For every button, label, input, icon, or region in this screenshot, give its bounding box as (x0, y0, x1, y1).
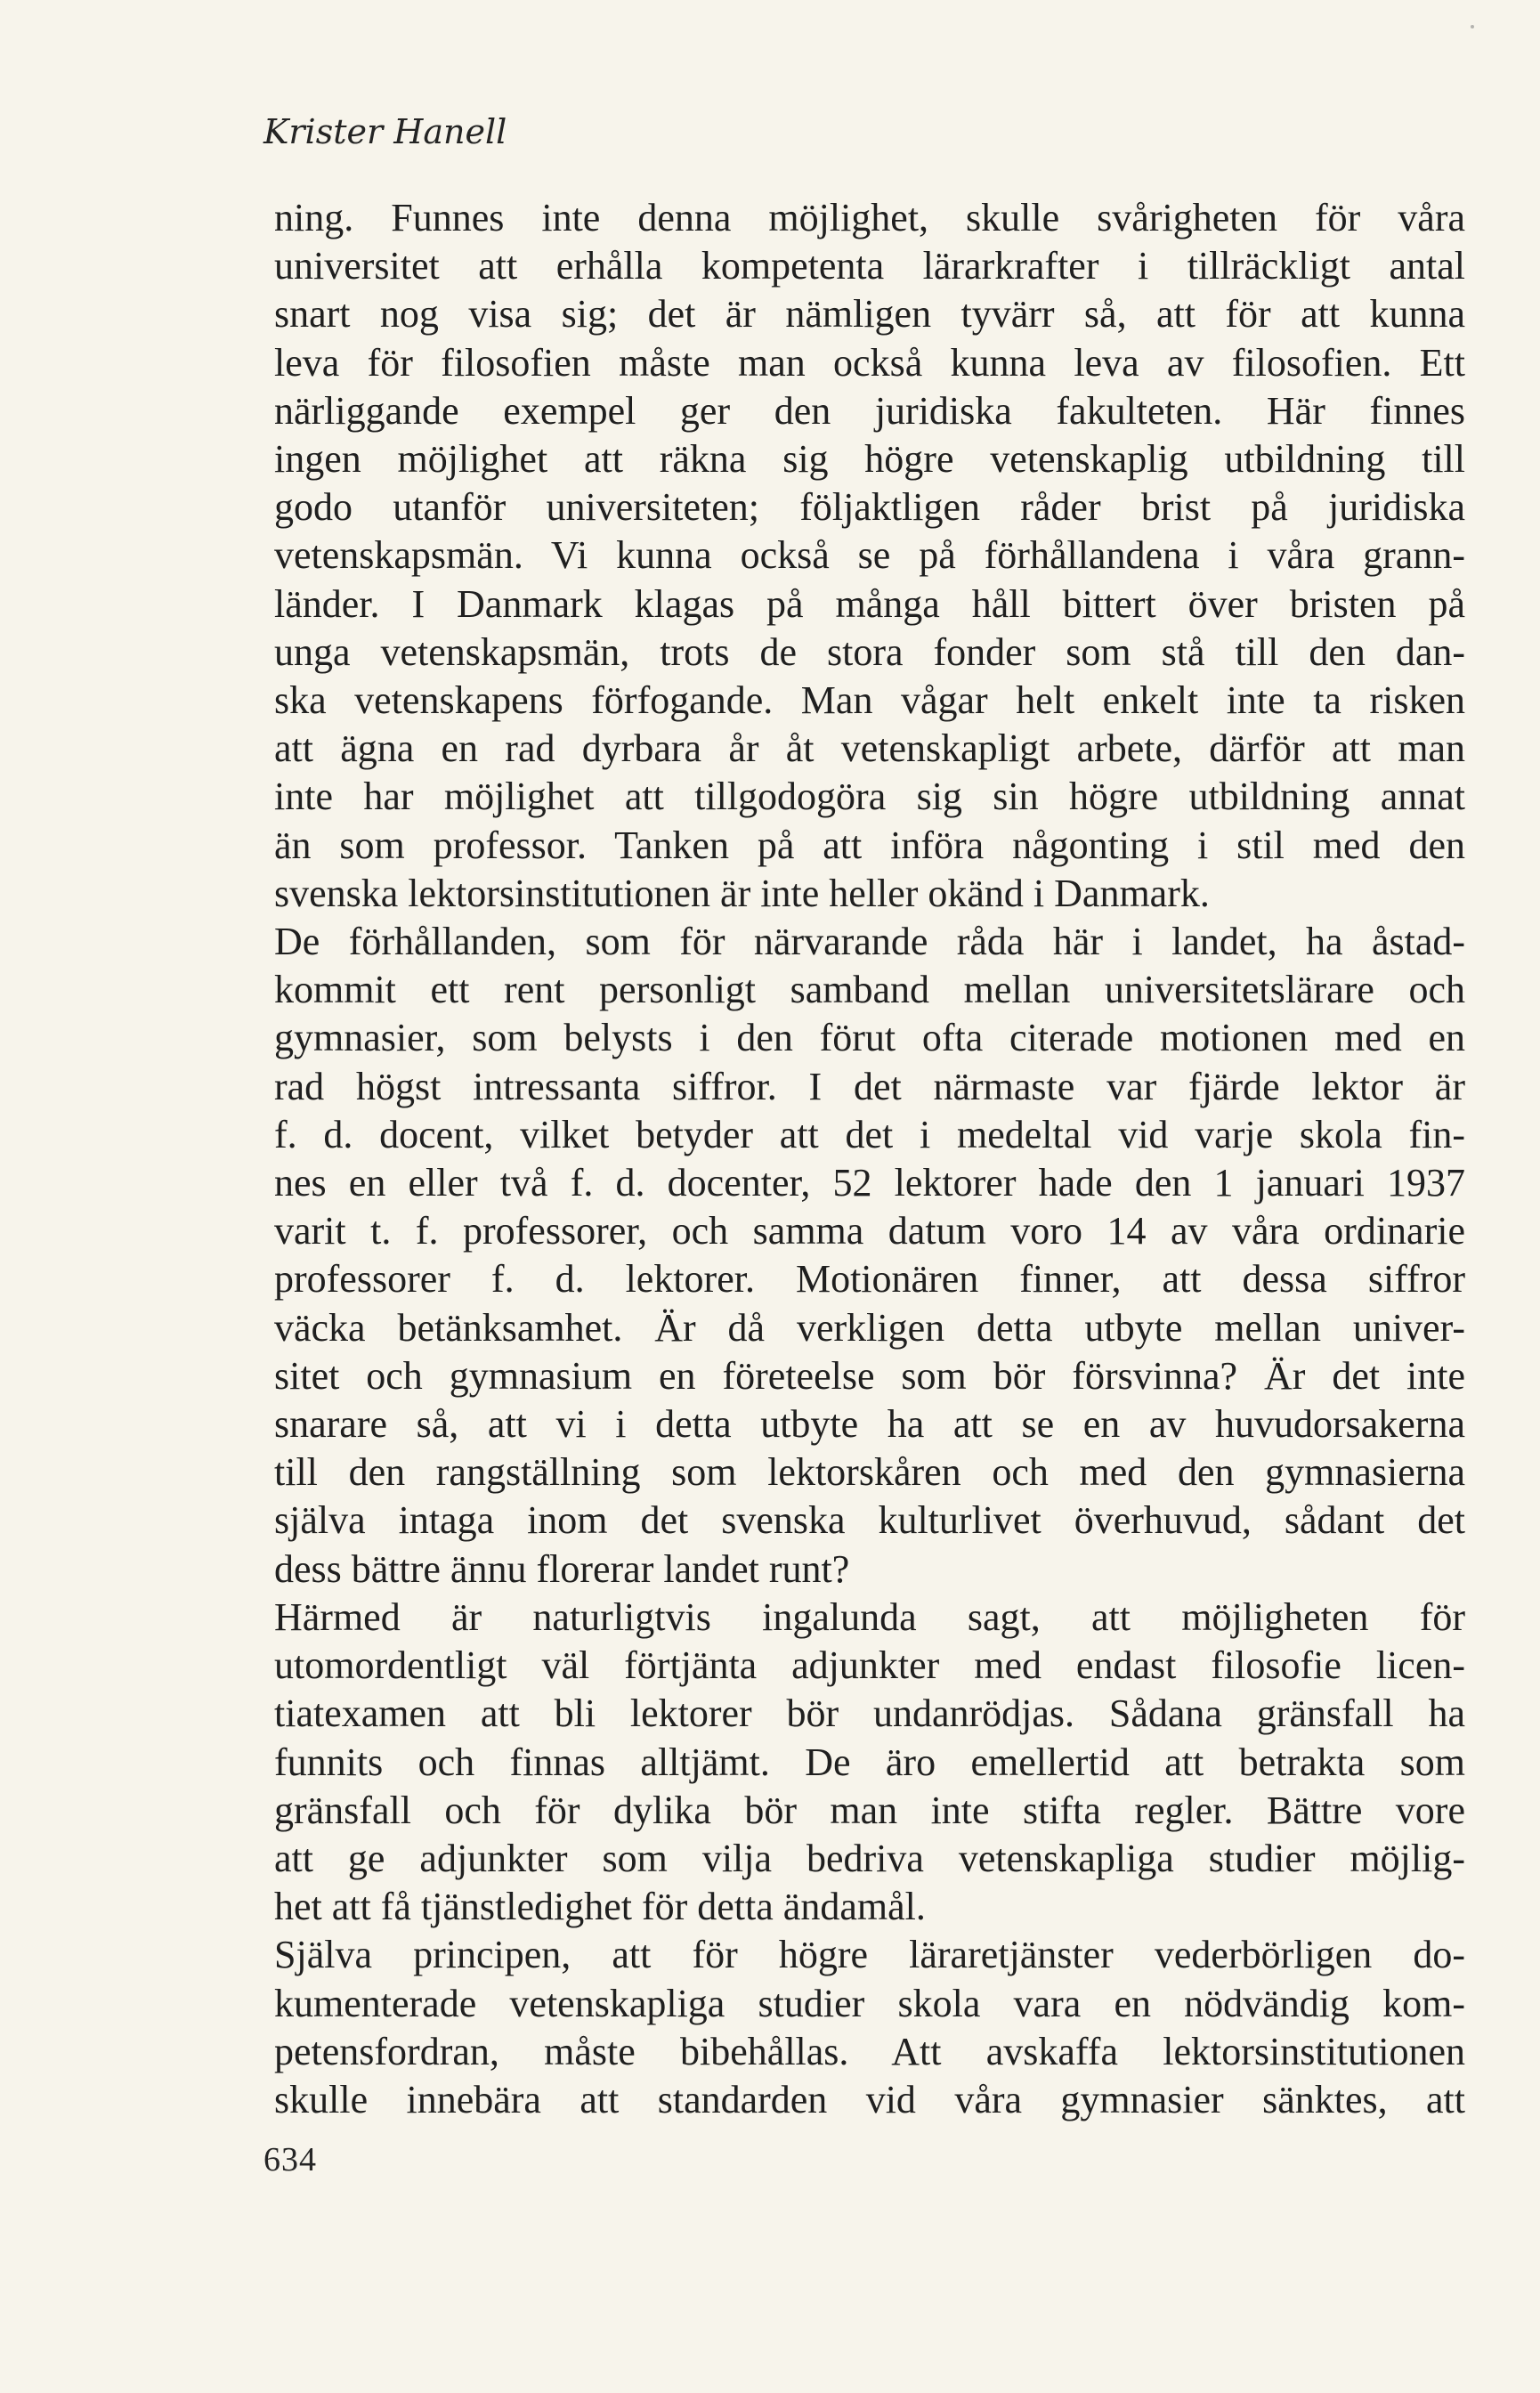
text-line: dess bättre ännu florerar landet runt? (274, 1546, 850, 1591)
text-line: gymnasier, som belysts i den förut ofta citerade motionen med en (274, 1016, 1465, 1060)
text-line: att ägna en rad dyrbara år åt vetenskapligt arbete, därför att man (274, 726, 1465, 771)
page-number: 634 (263, 2141, 317, 2178)
text-line: De förhållanden, som för närvarande råda här i landet, ha åstad- (274, 920, 1465, 964)
text-line: Härmed är naturligtvis ingalunda sagt, att möjligheten för (274, 1594, 1465, 1639)
text-line: ingen möjlighet att räkna sig högre vetenskaplig utbildning till (274, 437, 1465, 482)
paragraph (274, 1931, 1465, 2124)
text-line: unga vetenskapsmän, trots de stora fonder som stå till den dan- (274, 629, 1465, 674)
text-line: väcka betänksamhet. Är då verkligen detta utbyte mellan univer- (274, 1305, 1465, 1350)
paragraph (274, 918, 1465, 1594)
text-line: själva intaga inom det svenska kulturlivet överhuvud, sådant det (274, 1498, 1465, 1543)
text-line: utomordentligt väl förtjänta adjunkter med endast filosofie licen- (274, 1643, 1465, 1688)
text-line: tiatexamen att bli lektorer bör undanrödjas. Sådana gränsfall ha (274, 1691, 1465, 1736)
text-line: vetenskapsmän. Vi kunna också se på förhållandena i våra grann- (274, 533, 1465, 578)
scan-speck (1471, 25, 1474, 28)
text-line: snart nog visa sig; det är nämligen tyvärr så, att för att kunna (274, 292, 1465, 337)
text-line: gränsfall och för dylika bör man inte stifta regler. Bättre vore (274, 1788, 1465, 1832)
text-line: kumenterade vetenskapliga studier skola vara en nödvändig kom- (274, 1981, 1465, 2025)
text-line: ning. Funnes inte denna möjlighet, skulle svårigheten för våra (274, 196, 1465, 239)
text-line: godo utanför universiteten; följaktligen råder brist på juridiska (274, 485, 1465, 530)
text-line: skulle innebära att standarden vid våra gymnasier sänktes, att (274, 2077, 1465, 2121)
paragraph (274, 1594, 1465, 1931)
text-line: närliggande exempel ger den juridiska fakulteten. Här finnes (274, 388, 1465, 433)
text-line: f. d. docent, vilket betyder att det i medeltal vid varje skola fin- (274, 1112, 1465, 1156)
text-line: leva för filosofien måste man också kunna leva av filosofien. Ett (274, 340, 1465, 385)
text-line: funnits och finnas alltjämt. De äro emellertid att betrakta som (274, 1740, 1465, 1784)
text-line: rad högst intressanta siffror. I det närmaste var fjärde lektor är (274, 1064, 1465, 1108)
text-line: att ge adjunkter som vilja bedriva vetenskapliga studier möjlig- (274, 1836, 1465, 1880)
body-text (274, 194, 1465, 2124)
text-line: än som professor. Tanken på att införa någonting i stil med den (274, 823, 1465, 867)
text-line: universitet att erhålla kompetenta lärarkrafter i tillräckligt antal (274, 244, 1465, 288)
text-line: ska vetenskapens förfogande. Man vågar helt enkelt inte ta risken (274, 678, 1465, 723)
text-line: petensfordran, måste bibehållas. Att avskaffa lektorsinstitutionen (274, 2029, 1465, 2073)
text-line: svenska lektorsinstitutionen är inte heller okänd i Danmark. (274, 871, 1210, 915)
text-line: het att få tjänstledighet för detta ändamål. (274, 1885, 926, 1929)
text-line: varit t. f. professorer, och samma datum voro 14 av våra ordinarie (274, 1209, 1465, 1253)
text-line: kommit ett rent personligt samband mellan universitetslärare och (274, 968, 1465, 1012)
text-line: Själva principen, att för högre läraretjänster vederbörligen do- (274, 1933, 1465, 1977)
running-head-author: Krister Hanell (263, 112, 507, 151)
text-line: nes en eller två f. d. docenter, 52 lektorer hade den 1 januari 1937 (274, 1161, 1465, 1205)
paragraph (274, 194, 1465, 918)
text-line: snarare så, att vi i detta utbyte ha att se en av huvudorsakerna (274, 1402, 1465, 1447)
text-line: länder. I Danmark klagas på många håll bittert över bristen på (274, 581, 1465, 626)
text-line: inte har möjlighet att tillgodogöra sig sin högre utbildning annat (274, 775, 1465, 819)
text-line: professorer f. d. lektorer. Motionären finner, att dessa siffror (274, 1257, 1465, 1302)
text-line: sitet och gymnasium en företeelse som bör försvinna? Är det inte (274, 1353, 1465, 1398)
text-line: till den rangställning som lektorskåren och med den gymnasierna (274, 1450, 1465, 1495)
